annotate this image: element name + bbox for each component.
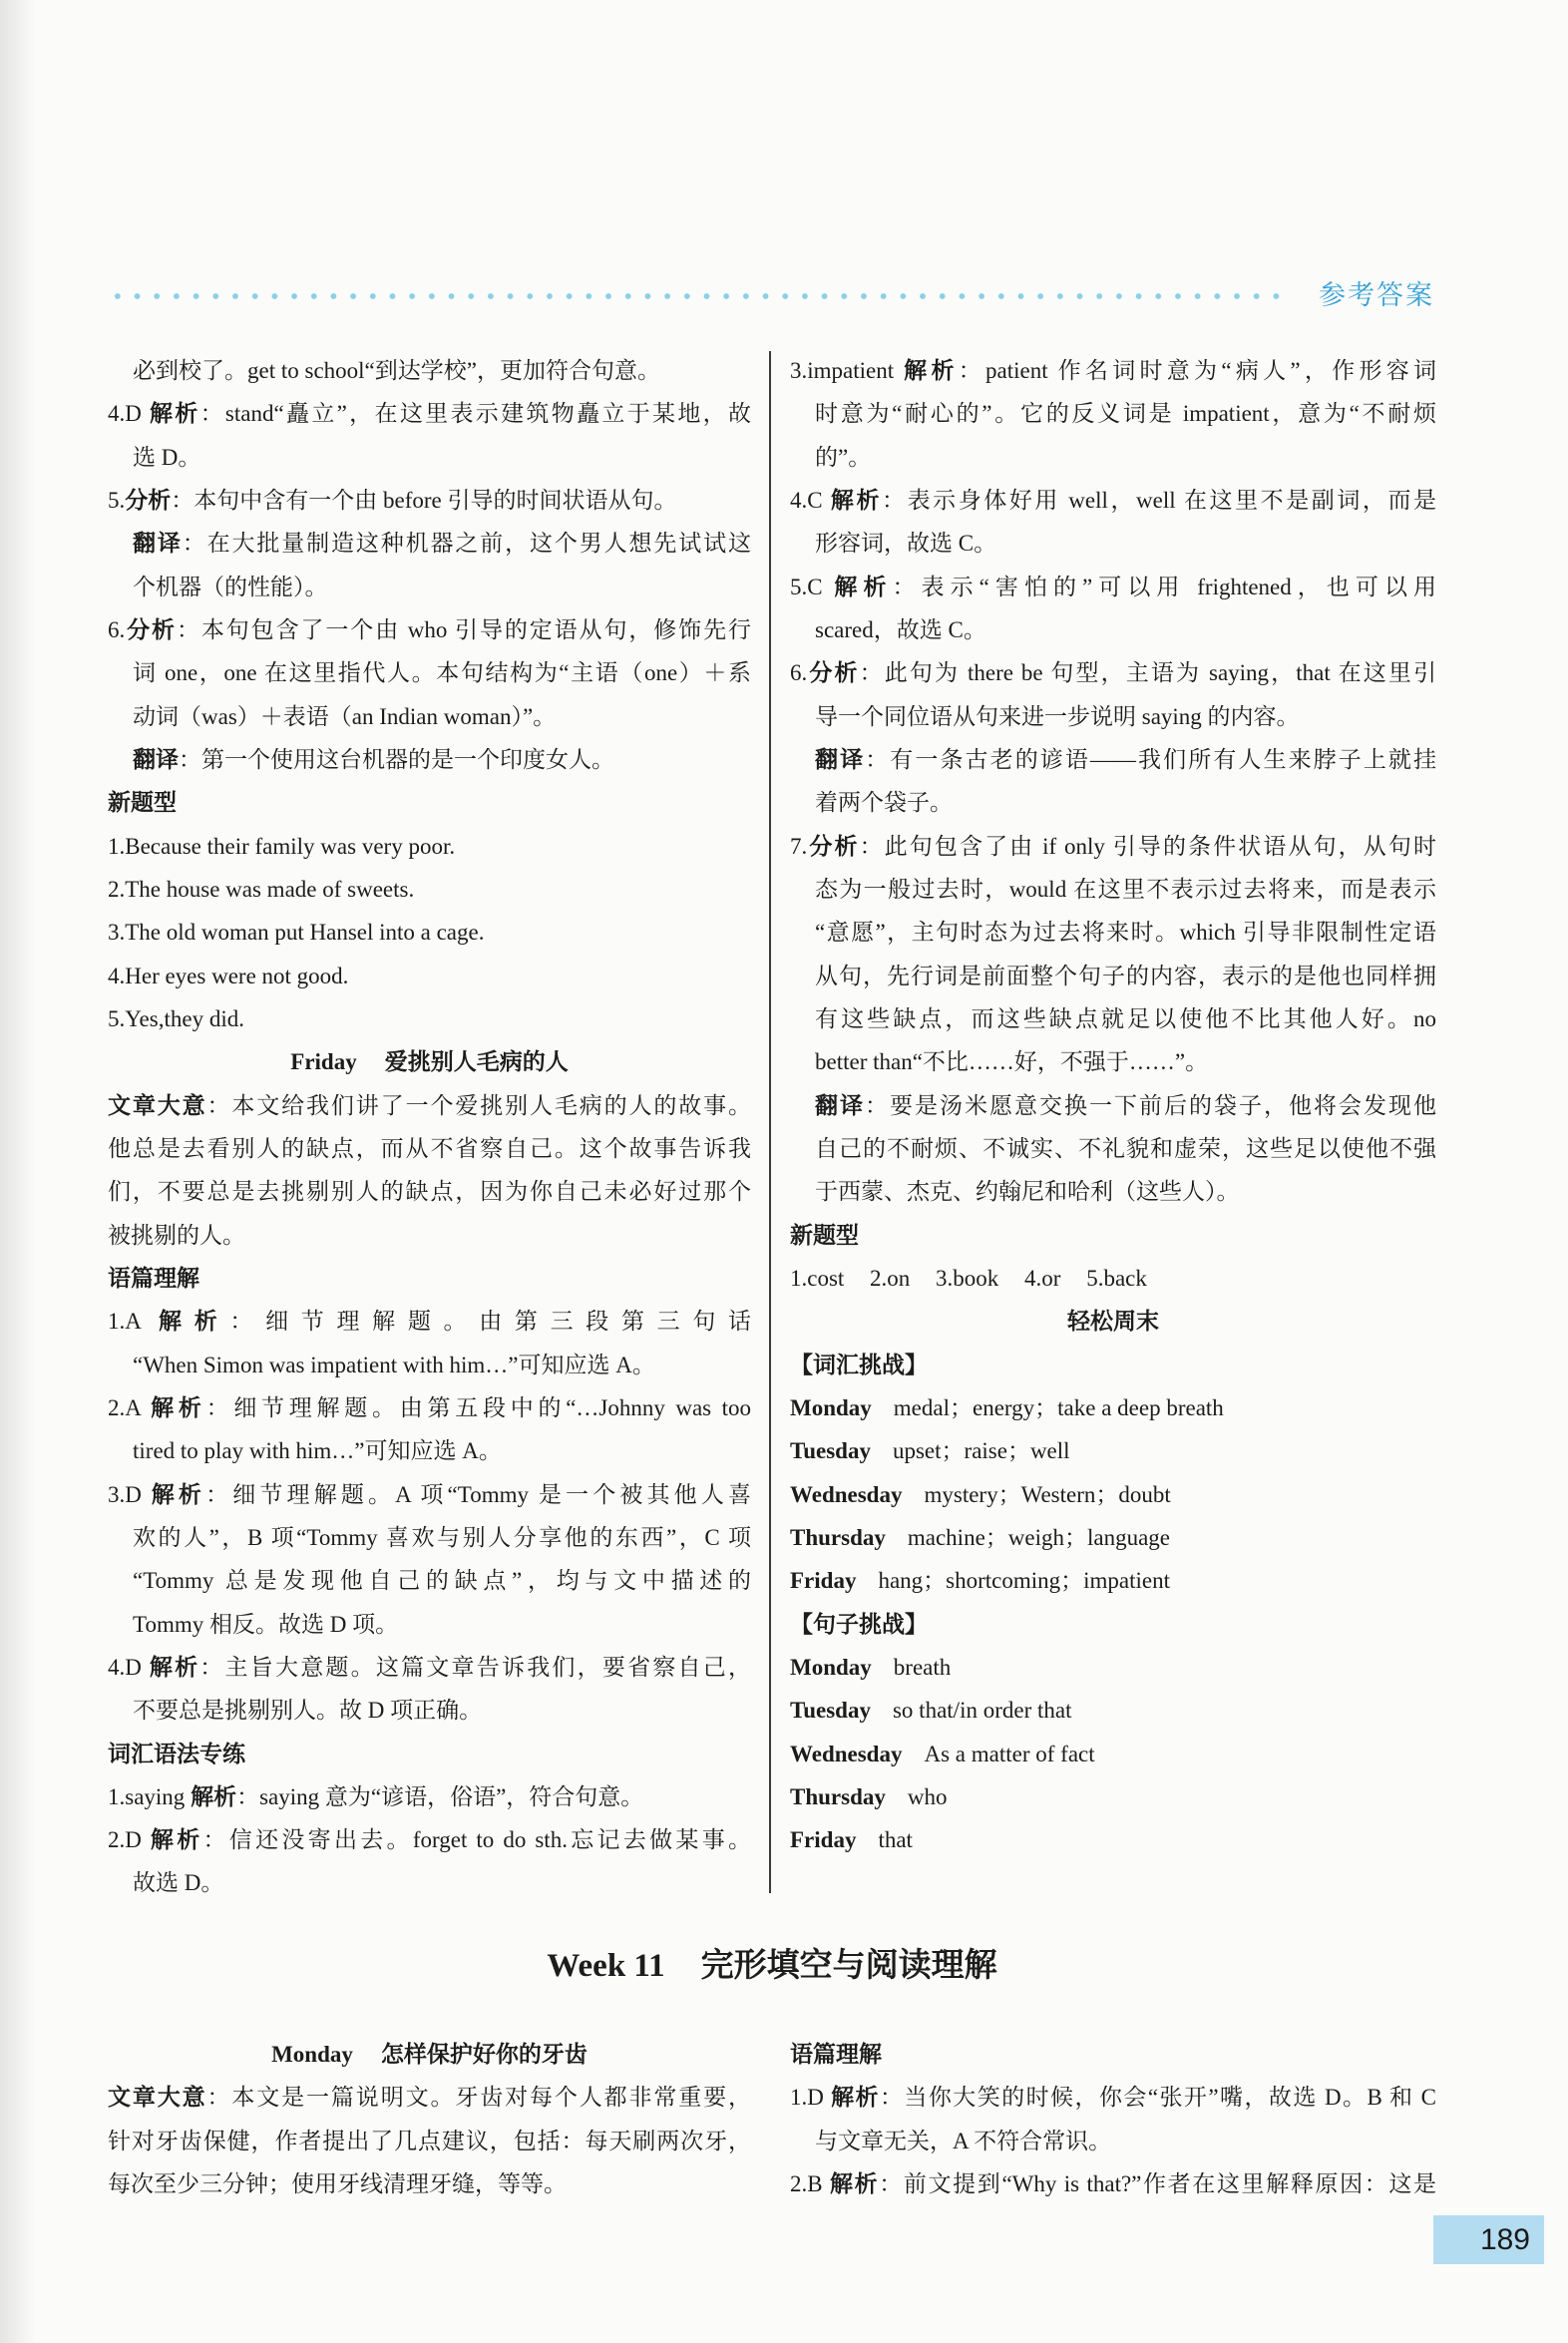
text-run: 5.: [108, 487, 126, 513]
section-heading: [108, 1257, 751, 1300]
text-run: 5.C: [790, 574, 835, 599]
section-heading: [790, 1214, 1436, 1257]
text-run: hang；shortcoming；impatient: [878, 1568, 1171, 1594]
text-line: [108, 1127, 751, 1170]
text-line: [108, 651, 751, 694]
bold-label: 【句子挑战】: [790, 1611, 928, 1637]
text-line: [108, 566, 751, 608]
page-number-tab: [1433, 2215, 1544, 2264]
bold-label: Thursday: [790, 1524, 886, 1550]
text-run: so that/in order that: [892, 1698, 1072, 1724]
text-run: ：主旨大意题。这篇文章告诉我们，要省察自己，: [199, 1654, 751, 1680]
text-line: [790, 2120, 1436, 2162]
bold-label: Tuesday: [790, 1698, 871, 1724]
text-run: who: [907, 1783, 948, 1809]
text-line: [108, 1516, 751, 1559]
text-run: ：表示身体好用 well，well 在这里不是副词，而是: [882, 487, 1437, 513]
text-run: 7.: [790, 833, 808, 859]
text-line: [790, 2162, 1436, 2205]
bold-label: 翻译: [815, 746, 866, 772]
text-line: [790, 349, 1436, 392]
text-run: 选 D。: [133, 444, 201, 470]
text-run: ：本文给我们讲了一个爱挑别人毛病的人的故事。: [206, 1092, 752, 1118]
answer-list: [790, 1257, 1436, 1300]
day-answer-line: [790, 1689, 1436, 1732]
lesson-heading: [108, 2033, 751, 2076]
text-run: 6.: [108, 616, 126, 642]
text-line: [108, 2120, 751, 2162]
bold-label: 爱挑别人毛病的人: [384, 1049, 569, 1075]
bold-label: 解析: [149, 401, 200, 427]
text-run: 每次至少三分钟；使用牙线清理牙缝，等等。: [108, 2170, 567, 2196]
text-line: [790, 651, 1436, 694]
right-column: [790, 349, 1436, 1861]
bold-label: 解析: [151, 1394, 206, 1420]
text-run: better than“不比……好，不强于……”。: [815, 1049, 1209, 1075]
text-run: 动词（was）＋表语（an Indian woman）”。: [133, 703, 557, 729]
text-run: 1.Because their family was very poor.: [108, 833, 456, 859]
lesson-heading: [108, 1040, 751, 1083]
text-line: [108, 1646, 751, 1689]
lesson-heading: [790, 1300, 1436, 1343]
text-run: 2.D: [108, 1827, 151, 1853]
text-line: [790, 911, 1436, 954]
text-line: [108, 1559, 751, 1602]
text-line: [108, 1170, 751, 1213]
bold-label: 分析: [807, 833, 860, 859]
text-line: [108, 955, 751, 997]
page-edge-shadow: [0, 0, 36, 2343]
text-line: [108, 1344, 751, 1386]
text-run: 4.D: [108, 1654, 150, 1680]
text-line: [790, 1170, 1436, 1213]
bold-label: 解析: [834, 574, 893, 599]
bold-label: Friday: [790, 1827, 857, 1853]
bold-label: 解析: [159, 1309, 230, 1335]
text-run: 自己的不耐烦、不诚实、不礼貌和虚荣，这些足以使他不强: [815, 1135, 1436, 1161]
day-answer-line: [790, 1516, 1436, 1559]
text-line: [790, 566, 1436, 608]
week-topic: 完形填空与阅读理解: [700, 1948, 997, 1984]
text-run: “意愿”，主句时态为过去将来时。which 引导非限制性定语: [815, 920, 1436, 946]
bold-label: 解析: [149, 1654, 200, 1680]
bold-label: 文章大意: [108, 2085, 207, 2111]
text-run: 1.saying: [108, 1783, 192, 1809]
text-run: 着两个袋子。: [815, 790, 953, 816]
text-run: 态为一般过去时，would 在这里不表示过去将来，而是表示: [815, 876, 1436, 902]
text-run: ：此句包含了由 if only 引导的条件状语从句，从句时: [859, 833, 1436, 859]
text-run: ：细节理解题。由第五段中的“…Johnny was too: [205, 1394, 752, 1420]
day-answer-line: [790, 1386, 1436, 1429]
bold-label: Monday: [271, 2042, 353, 2067]
text-line: [790, 955, 1436, 997]
text-run: As a matter of fact: [924, 1741, 1095, 1766]
text-line: [108, 1214, 751, 1257]
bold-label: 轻松周末: [1067, 1309, 1159, 1335]
text-line: [790, 997, 1436, 1040]
text-run: 从句，先行词是前面整个句子的内容，表示的是他也同样拥: [815, 963, 1436, 988]
text-line: [790, 825, 1436, 868]
text-run: 故选 D。: [133, 1870, 224, 1896]
text-run: 2.A: [108, 1394, 152, 1420]
text-run: 2.The house was made of sweets.: [108, 876, 415, 902]
text-run: 2.B: [790, 2170, 830, 2196]
text-line: [108, 1861, 751, 1904]
text-run: ：前文提到“Why is that?”作者在这里解释原因：这是: [879, 2170, 1437, 2196]
text-line: [790, 608, 1436, 651]
text-run: 词 one，one 在这里指代人。本句结构为“主语（one）＋系: [133, 660, 751, 686]
bold-label: 怎样保护好你的牙齿: [380, 2042, 588, 2067]
text-run: ：要是汤米愿意交换一下前后的袋子，他将会发现他: [865, 1092, 1436, 1118]
text-run: 3.The old woman put Hansel into a cage.: [108, 920, 485, 946]
text-run: 4.C: [790, 487, 831, 513]
text-run: upset；raise；well: [892, 1438, 1070, 1464]
text-line: [790, 781, 1436, 824]
day-answer-line: [790, 1818, 1436, 1861]
text-run: “When Simon was impatient with him…”可知应选 A。: [133, 1352, 655, 1377]
text-line: [108, 1473, 751, 1516]
text-run: 们，不要总是去挑剔别人的缺点，因为你自己未必好过那个: [108, 1179, 751, 1205]
text-run: scared，故选 C。: [815, 616, 986, 642]
text-run: ：patient 作名词时意为“病人”，作形容词: [958, 358, 1437, 383]
text-run: ：当你大笑的时候，你会“张开”嘴，故选 D。B 和 C: [879, 2085, 1436, 2111]
text-line: [790, 1084, 1436, 1127]
day-answer-line: [790, 1733, 1436, 1775]
text-run: 必到校了。get to school“到达学校”，更加符合句意。: [133, 358, 660, 383]
text-line: [108, 1429, 751, 1472]
bold-label: 解析: [831, 2085, 880, 2111]
bold-label: Wednesday: [790, 1741, 903, 1766]
section-title: 参考答案: [1319, 280, 1434, 311]
text-line: [108, 868, 751, 911]
text-run: ：本句中含有一个由 before 引导的时间状语从句。: [171, 487, 677, 513]
text-run: 1.cost 2.on 3.book 4.or 5.back: [790, 1265, 1147, 1291]
bottom-right-column: [790, 2033, 1436, 2205]
text-run: 6.: [790, 660, 808, 686]
day-answer-line: [790, 1473, 1436, 1516]
day-answer-line: [790, 1429, 1436, 1472]
text-run: 他总是去看别人的缺点，而从不省察自己。这个故事告诉我: [108, 1135, 751, 1161]
text-run: ：表示“害怕的”可以用 frightened，也可以用: [892, 574, 1437, 599]
text-line: [790, 1040, 1436, 1083]
text-run: ：stand“矗立”，在这里表示建筑物矗立于某地，故: [199, 401, 752, 427]
bold-label: 分析: [807, 660, 860, 686]
day-answer-line: [790, 1775, 1436, 1818]
text-line: [108, 1300, 751, 1343]
text-line: [108, 695, 751, 738]
text-run: 有这些缺点，而这些缺点就足以使他不比其他人好。no: [815, 1005, 1436, 1031]
text-line: [108, 738, 751, 781]
text-run: 的”。: [815, 444, 872, 470]
bold-label: Monday: [790, 1654, 872, 1680]
section-heading: [108, 1733, 751, 1775]
text-run: 形容词，故选 C。: [815, 531, 997, 557]
text-run: 3.impatient: [790, 358, 905, 383]
bold-label: Tuesday: [790, 1438, 871, 1464]
text-line: [790, 2076, 1436, 2119]
text-run: 4.Her eyes were not good.: [108, 963, 349, 988]
bold-label: 语篇理解: [108, 1265, 199, 1291]
text-line: [108, 479, 751, 522]
text-line: [108, 2162, 751, 2205]
text-run: 4.D: [108, 401, 150, 427]
text-line: [108, 392, 751, 435]
text-run: medal；energy；take a deep breath: [893, 1394, 1224, 1420]
text-line: [108, 522, 751, 565]
page-number: 189: [1479, 2223, 1530, 2256]
text-run: tired to play with him…”可知应选 A。: [133, 1438, 502, 1464]
week-title: [108, 1941, 1436, 1991]
text-line: [108, 1386, 751, 1429]
text-line: [108, 1689, 751, 1732]
header-dotted-rule: [108, 292, 1291, 300]
text-line: [790, 695, 1436, 738]
text-run: ：细节理解题。由第三段第三句话: [229, 1309, 752, 1335]
section-heading: [790, 1344, 1436, 1386]
text-line: [108, 2076, 751, 2119]
bold-label: Friday: [790, 1568, 857, 1594]
bottom-left-column: [108, 2033, 751, 2205]
bold-label: 分析: [125, 616, 177, 642]
text-run: 针对牙齿保健，作者提出了几点建议，包括：每天刷两次牙，: [108, 2128, 751, 2153]
text-run: mystery；Western；doubt: [924, 1481, 1171, 1507]
text-line: [108, 1603, 751, 1646]
bold-label: 解析: [904, 358, 959, 383]
text-line: [790, 868, 1436, 911]
text-run: 于西蒙、杰克、约翰尼和哈利（这些人）。: [815, 1179, 1240, 1205]
text-run: Tommy 相反。故选 D 项。: [133, 1611, 399, 1637]
text-line: [108, 1084, 751, 1127]
text-line: [108, 825, 751, 868]
text-run: 与文章无关，A 不符合常识。: [815, 2128, 1112, 2153]
text-line: [108, 1818, 751, 1861]
text-line: [108, 436, 751, 479]
bold-label: Monday: [790, 1394, 872, 1420]
bold-label: 词汇语法专练: [108, 1741, 245, 1766]
bold-label: 解析: [830, 487, 883, 513]
text-line: [790, 738, 1436, 781]
text-line: [108, 997, 751, 1040]
bold-label: 解析: [191, 1783, 237, 1809]
week-label: Week 11: [547, 1948, 665, 1984]
text-run: 1.A: [108, 1309, 160, 1335]
text-run: ：本句包含了一个由 who 引导的定语从句，修饰先行: [176, 616, 751, 642]
text-line: [790, 436, 1436, 479]
text-run: ：信还没寄出去。forget to do sth.忘记去做某事。: [202, 1827, 751, 1853]
text-run: ：本文是一篇说明文。牙齿对每个人都非常重要，: [206, 2085, 752, 2111]
bold-label: Wednesday: [790, 1481, 903, 1507]
bold-label: 解析: [150, 1827, 203, 1853]
text-line: [108, 1775, 751, 1818]
bold-label: 新题型: [790, 1222, 859, 1248]
bold-label: 翻译: [815, 1092, 865, 1118]
bold-label: 翻译: [133, 531, 183, 557]
text-run: ：第一个使用这台机器的是一个印度女人。: [179, 746, 614, 772]
text-run: ：此句为 there be 句型，主语为 saying，that 在这里引: [859, 660, 1437, 686]
text-line: [790, 1127, 1436, 1170]
text-run: 时意为“耐心的”。它的反义词是 impatient，意为“不耐烦: [815, 401, 1436, 427]
section-heading: [790, 2033, 1436, 2076]
text-run: 不要总是挑剔别人。故 D 项正确。: [133, 1698, 483, 1724]
bold-label: 解析: [829, 2170, 880, 2196]
text-run: “Tommy 总是发现他自己的缺点”，均与文中描述的: [133, 1568, 751, 1594]
text-run: ：在大批量制造这种机器之前，这个男人想先试试这: [182, 531, 751, 557]
text-line: [790, 392, 1436, 435]
bold-label: 分析: [125, 487, 172, 513]
text-run: 个机器（的性能）。: [133, 574, 328, 599]
text-run: breath: [893, 1654, 952, 1680]
text-line: [108, 608, 751, 651]
day-answer-line: [790, 1559, 1436, 1602]
bold-label: Friday: [290, 1049, 357, 1075]
bold-label: 文章大意: [108, 1092, 207, 1118]
text-run: machine；weigh；language: [907, 1524, 1171, 1550]
section-heading: [108, 781, 751, 824]
bold-label: 翻译: [133, 746, 179, 772]
text-run: that: [878, 1827, 913, 1853]
text-run: 3.D: [108, 1481, 152, 1507]
text-line: [108, 911, 751, 954]
bold-label: 新题型: [108, 790, 177, 816]
text-run: ：细节理解题。A 项“Tommy 是一个被其他人喜: [205, 1481, 751, 1507]
text-run: ：saying 意为“谚语，俗语”，符合句意。: [236, 1783, 644, 1809]
left-column: [108, 349, 751, 1905]
text-run: 导一个同位语从句来进一步说明 saying 的内容。: [815, 703, 1300, 729]
text-line: [790, 522, 1436, 565]
text-run: 5.Yes,they did.: [108, 1005, 244, 1031]
bold-label: 语篇理解: [790, 2042, 882, 2067]
text-run: ：有一条古老的谚语——我们所有人生来脖子上就挂: [865, 746, 1437, 772]
bold-label: Thursday: [790, 1783, 886, 1809]
bold-label: 【词汇挑战】: [790, 1352, 928, 1377]
bold-label: 解析: [151, 1481, 206, 1507]
day-answer-line: [790, 1646, 1436, 1689]
text-run: 1.D: [790, 2085, 832, 2111]
text-run: 被挑剔的人。: [108, 1222, 245, 1248]
text-run: 欢的人”，B 项“Tommy 喜欢与别人分享他的东西”，C 项: [133, 1524, 751, 1550]
text-line: [108, 349, 751, 392]
section-heading: [790, 1603, 1436, 1646]
column-divider: [769, 351, 771, 1893]
text-line: [790, 479, 1436, 522]
